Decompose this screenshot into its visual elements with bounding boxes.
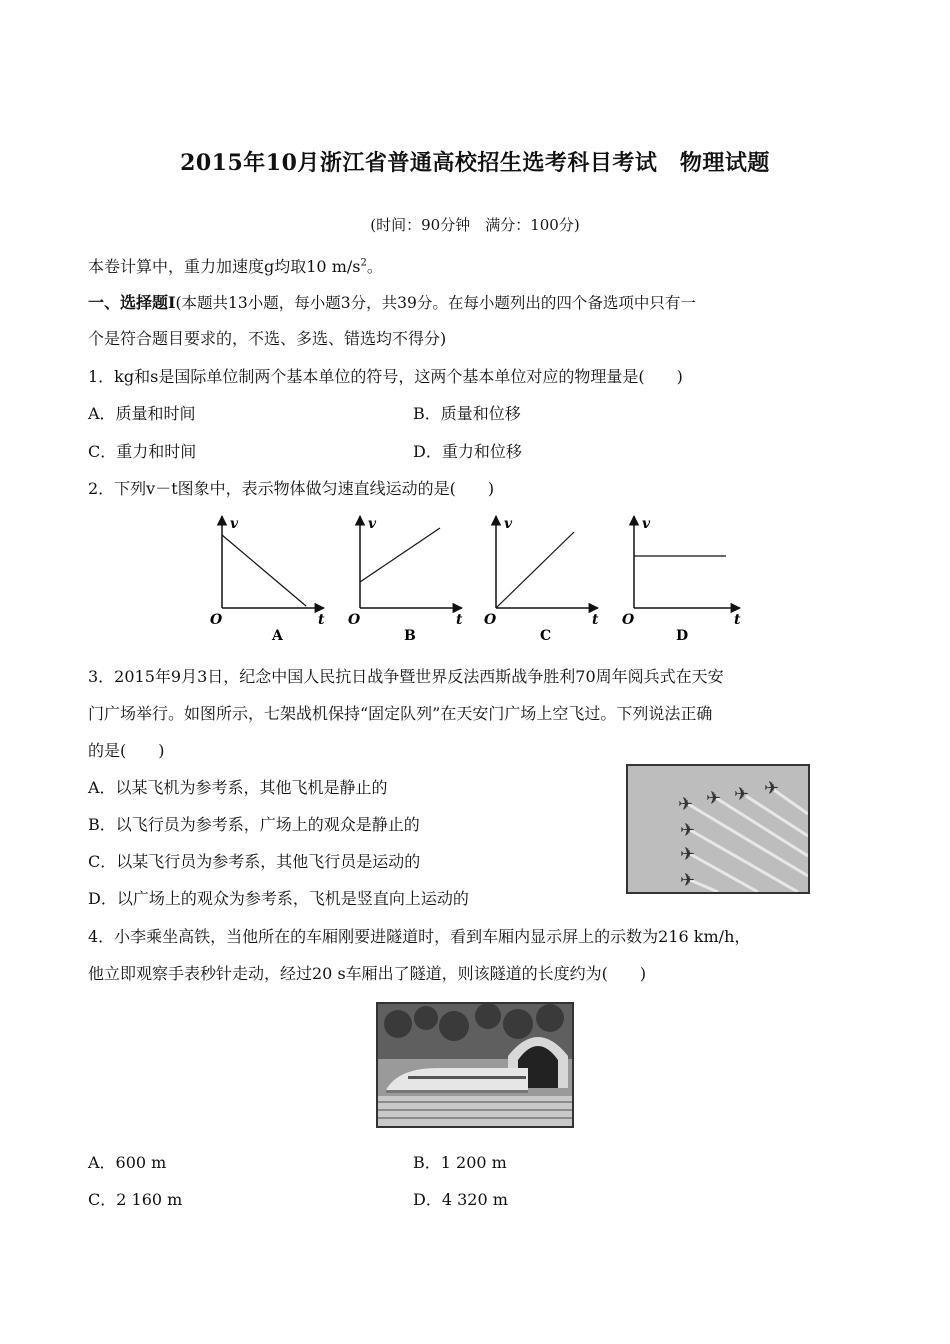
graph-d-t-label: t [734,612,741,628]
gravity-note-sup: 2 [360,257,367,269]
jet-icon: ✈ [680,844,696,865]
q4-option-c: C．2 160 m [88,1190,183,1209]
graph-c-v-label: v [504,516,513,532]
q4-stem-2: 他立即观察手表秒针走动，经过20 s车厢出了隧道，则该隧道的长度约为( ) [88,964,647,983]
q4-option-b: B．1 200 m [413,1153,507,1172]
graph-d-caption: D [676,628,689,644]
graph-b [348,516,463,644]
vt-graphs [200,510,760,650]
q3-option-a: A．以某飞机为参考系，其他飞机是静止的 [88,778,388,797]
graph-c [484,516,599,644]
graph-a-line [222,535,306,606]
gravity-note-end: 。 [366,257,383,276]
jet-icon: ✈ [680,820,696,841]
q1-option-a: A．质量和时间 [88,404,196,423]
jets-formation-image [626,764,810,894]
jet-icon: ✈ [764,778,780,799]
q1-stem: 1．kg和s是国际单位制两个基本单位的符号，这两个基本单位对应的物理量是( ) [88,367,683,386]
section1-header [88,290,696,313]
graph-b-caption: B [404,628,416,644]
graph-a-t-label: t [318,612,325,628]
exam-info: (时间：90分钟 满分：100分) [370,216,580,234]
q4-option-d: D．4 320 m [413,1190,508,1209]
page-title: 2015年10月浙江省普通高校招生选考科目考试 物理试题 [180,150,770,176]
jet-icon: ✈ [680,870,696,891]
graph-b-origin: O [348,612,361,628]
q3-option-b: B．以飞行员为参考系，广场上的观众是静止的 [88,815,420,834]
graph-d-origin: O [622,612,635,628]
q3-option-c: C．以某飞行员为参考系，其他飞行员是运动的 [88,852,421,871]
q3-stem-1: 3．2015年9月3日，纪念中国人民抗日战争暨世界反法西斯战争胜利70周年阅兵式在天安 [88,667,724,686]
q4-option-a: A．600 m [88,1153,167,1172]
graph-a [210,516,325,644]
q1-option-d: D．重力和位移 [413,442,522,461]
jet-icon: ✈ [734,784,750,805]
graph-b-line [360,528,440,582]
q2-stem: 2．下列v－t图象中，表示物体做匀速直线运动的是( ) [88,479,495,498]
graph-d [622,516,741,644]
gravity-note [88,254,383,277]
graph-d-v-label: v [642,516,651,532]
graph-c-t-label: t [592,612,599,628]
graph-a-v-label: v [230,516,239,532]
q1-option-b: B．质量和位移 [413,404,521,423]
q1-option-c: C．重力和时间 [88,442,197,461]
graph-b-t-label: t [456,612,463,628]
jet-icon: ✈ [706,788,722,809]
q4-stem-1: 4．小李乘坐高铁，当他所在的车厢刚要进隧道时，看到车厢内显示屏上的示数为216 km/h， [88,927,751,946]
graph-b-v-label: v [368,516,377,532]
q3-option-d: D．以广场上的观众为参考系，飞机是竖直向上运动的 [88,889,469,908]
section1-heading: 一、选择题Ⅰ [88,293,176,312]
train-tunnel-image [376,1002,574,1128]
graph-a-origin: O [210,612,223,628]
gravity-note-text: 本卷计算中，重力加速度g均取10 m/s [88,257,361,276]
graph-a-caption: A [272,628,283,644]
graph-c-line [496,532,574,608]
q3-stem-3: 的是( ) [88,741,165,760]
jet-icon: ✈ [678,794,694,815]
section1-desc-2: 个是符合题目要求的，不选、多选、错选均不得分) [88,329,447,348]
graph-c-caption: C [540,628,552,644]
section1-desc-1: (本题共13小题，每小题3分，共39分。在每小题列出的四个备选项中只有一 [175,294,696,312]
graph-c-origin: O [484,612,497,628]
q3-stem-2: 门广场举行。如图所示，七架战机保持“固定队列”在天安门广场上空飞过。下列说法正确 [88,704,713,723]
